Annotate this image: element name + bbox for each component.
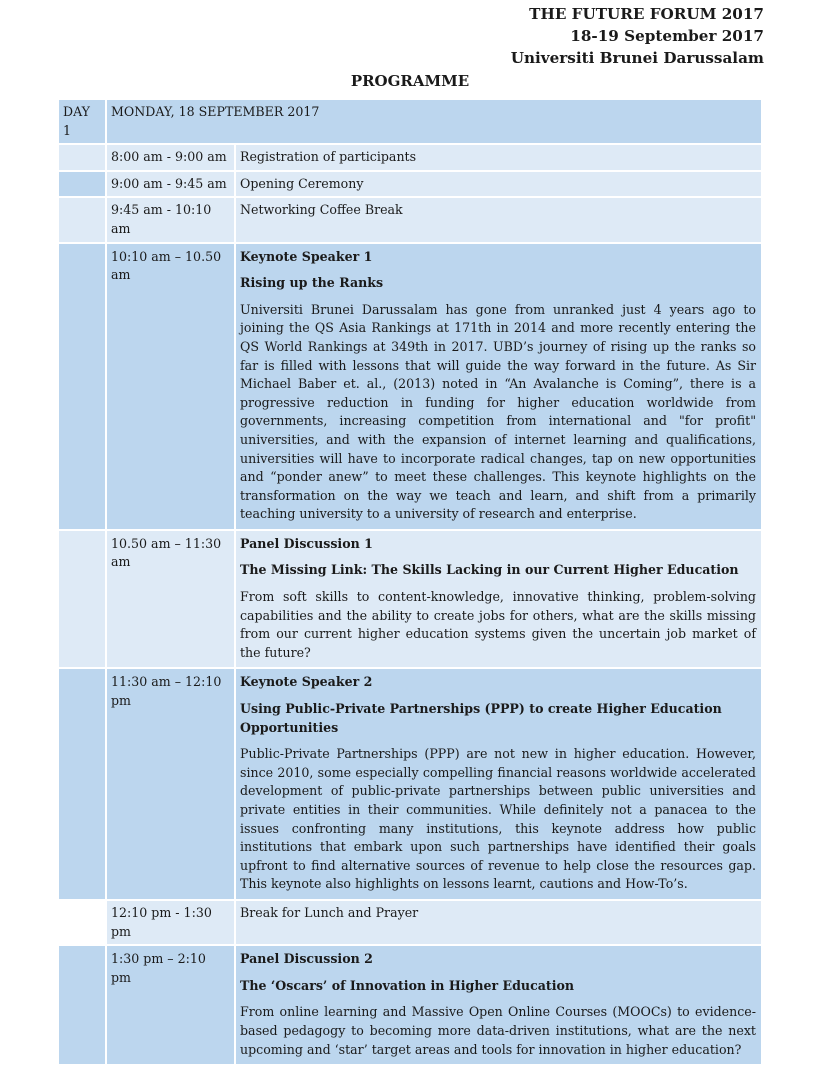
session-title: Keynote Speaker 2 xyxy=(240,674,373,690)
session-description: Public-Private Partnerships (PPP) are not new in higher education. However, since 2010, some especially compelling financial reasons worldwide accelerated development of public-private partnerships between public universities and private entities in their communities. While definitely not a panacea to the issues confronting many institutions, this keynote address how public institutions that embark upon such partnerships have identified their goals upfront to find alternative sources of revenue to help close the resources gap. This keynote also highlights on lessons learnt, cautions and How-To’s. xyxy=(240,746,756,892)
programme-table xyxy=(57,98,763,1066)
day-date: MONDAY, 18 SEPTEMBER 2017 xyxy=(107,100,761,143)
session-title: Panel Discussion 2 xyxy=(240,951,373,967)
session-description: Universiti Brunei Darussalam has gone from unranked just 4 years ago to joining the QS Asia Rankings at 171th in 2014 and more recently entering the QS World Rankings at 349th in 2017. UBD’s journey of rising up the ranks so far is filled with lessons that will guide the way forward in the future. As Sir Michael Baber et. al., (2013) noted in “An Avalanche is Coming”, there is a progressive reduction in funding for higher education worldwide from governments, increasing competition from international and "for profit" universities, and with the expansion of internet learning and qualifications, universities will have to incorporate radical changes, tap on new opportunities and “ponder anew” to meet these challenges. This keynote highlights on the transformation on the way we teach and learn, and shift from a primarily teaching university to a university of research and enterprise. xyxy=(240,301,756,522)
table-row xyxy=(59,198,761,241)
table-row xyxy=(59,901,761,944)
event-title: THE FUTURE FORUM 2017 xyxy=(529,5,764,23)
session-time: 11:30 am – 12:10 pm xyxy=(107,669,234,899)
programme-title: PROGRAMME xyxy=(350,72,470,90)
session-time: 12:10 pm - 1:30 pm xyxy=(107,901,234,944)
day-label: DAY 1 xyxy=(59,100,105,143)
session-title: Break for Lunch and Prayer xyxy=(236,901,761,944)
session-cell xyxy=(236,946,761,1064)
table-row xyxy=(59,244,761,529)
session-description: From soft skills to content-knowledge, innovative thinking, problem-solving capabilities and the ability to create jobs for others, what are the skills missing from our current higher education systems given the uncertain job market of the future? xyxy=(240,589,756,660)
table-row xyxy=(59,669,761,899)
session-description: From online learning and Massive Open Online Courses (MOOCs) to evidence-based pedagogy to becoming more data-driven institutions, what are the next upcoming and ‘star’ target areas and tools for innovation in higher education? xyxy=(240,1004,756,1057)
session-cell xyxy=(236,669,761,899)
session-cell xyxy=(236,244,761,529)
session-time: 10.50 am – 11:30 am xyxy=(107,531,234,668)
session-time: 8:00 am - 9:00 am xyxy=(107,145,234,170)
table-row xyxy=(59,145,761,170)
session-time: 1:30 pm – 2:10 pm xyxy=(107,946,234,1064)
table-row xyxy=(59,531,761,668)
event-dates: 18-19 September 2017 xyxy=(570,27,764,45)
session-title: Opening Ceremony xyxy=(236,172,761,197)
session-subtitle: Using Public-Private Partnerships (PPP) to create Higher Education Opportunities xyxy=(240,701,722,735)
session-title: Keynote Speaker 1 xyxy=(240,248,373,264)
session-cell xyxy=(236,531,761,668)
session-time: 9:00 am - 9:45 am xyxy=(107,172,234,197)
session-subtitle: The Missing Link: The Skills Lacking in our Current Higher Education xyxy=(240,562,739,578)
day-row xyxy=(59,100,761,143)
session-title: Panel Discussion 1 xyxy=(240,535,373,551)
event-header xyxy=(511,3,764,69)
session-subtitle: The ‘Oscars’ of Innovation in Higher Education xyxy=(240,977,575,993)
event-venue: Universiti Brunei Darussalam xyxy=(510,49,764,67)
table-row xyxy=(59,172,761,197)
session-time: 10:10 am – 10.50 am xyxy=(107,244,234,529)
table-row xyxy=(59,946,761,1064)
session-title: Networking Coffee Break xyxy=(236,198,761,241)
session-title: Registration of participants xyxy=(236,145,761,170)
session-subtitle: Rising up the Ranks xyxy=(240,275,384,291)
session-time: 9:45 am - 10:10 am xyxy=(107,198,234,241)
